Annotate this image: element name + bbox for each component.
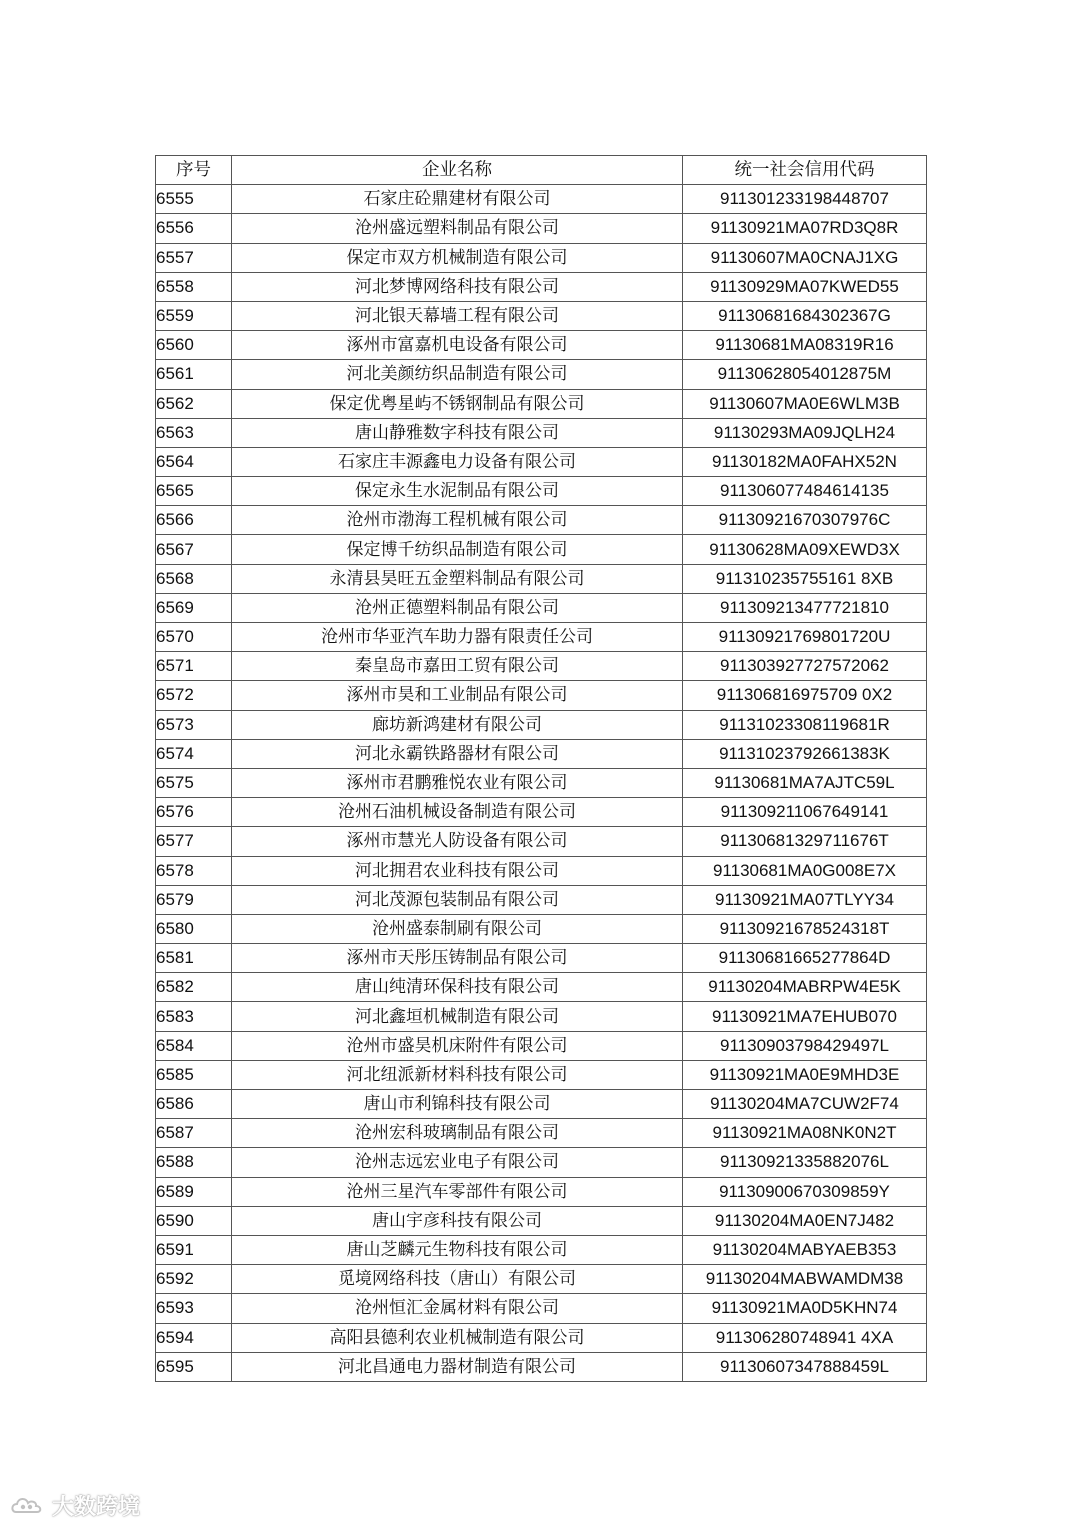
table-row: [156, 535, 927, 564]
table-row: [156, 798, 927, 827]
row-credit-code: 91131023308119681R: [683, 710, 927, 739]
row-serial-number: 6591: [156, 1235, 232, 1264]
table-row: [156, 447, 927, 476]
row-serial-number: 6576: [156, 798, 232, 827]
table-row: [156, 331, 927, 360]
table-row: [156, 652, 927, 681]
row-credit-code: 91130903798429497L: [683, 1031, 927, 1060]
row-serial-number: 6567: [156, 535, 232, 564]
row-company-name: 沧州恒汇金属材料有限公司: [232, 1294, 683, 1323]
row-serial-number: 6572: [156, 681, 232, 710]
watermark: [10, 1490, 140, 1521]
row-serial-number: 6573: [156, 710, 232, 739]
row-serial-number: 6582: [156, 973, 232, 1002]
row-serial-number: 6578: [156, 856, 232, 885]
row-credit-code: 91130182MA0FAHX52N: [683, 447, 927, 476]
table-row: [156, 827, 927, 856]
table-row: [156, 1323, 927, 1352]
table-row: [156, 389, 927, 418]
row-company-name: 涿州市天彤压铸制品有限公司: [232, 944, 683, 973]
row-serial-number: 6574: [156, 739, 232, 768]
table-row: [156, 768, 927, 797]
row-serial-number: 6565: [156, 477, 232, 506]
row-company-name: 涿州市慧光人防设备有限公司: [232, 827, 683, 856]
row-serial-number: 6559: [156, 301, 232, 330]
row-serial-number: 6563: [156, 418, 232, 447]
row-company-name: 河北拥君农业科技有限公司: [232, 856, 683, 885]
table-row: [156, 710, 927, 739]
table-row: [156, 243, 927, 272]
row-credit-code: 91130921MA0D5KHN74: [683, 1294, 927, 1323]
row-company-name: 沧州正德塑料制品有限公司: [232, 593, 683, 622]
row-serial-number: 6588: [156, 1148, 232, 1177]
row-company-name: 石家庄砼鼎建材有限公司: [232, 185, 683, 214]
table-row: [156, 1177, 927, 1206]
table-row: [156, 1090, 927, 1119]
row-serial-number: 6577: [156, 827, 232, 856]
row-serial-number: 6557: [156, 243, 232, 272]
row-serial-number: 6594: [156, 1323, 232, 1352]
table-row: [156, 1294, 927, 1323]
table-row: [156, 272, 927, 301]
row-serial-number: 6571: [156, 652, 232, 681]
row-serial-number: 6560: [156, 331, 232, 360]
table-row: [156, 506, 927, 535]
table-row: [156, 1235, 927, 1264]
row-company-name: 唐山市利锦科技有限公司: [232, 1090, 683, 1119]
row-credit-code: 91130681MA7AJTC59L: [683, 768, 927, 797]
row-serial-number: 6568: [156, 564, 232, 593]
table-row: [156, 593, 927, 622]
row-credit-code: 91130921769801720U: [683, 623, 927, 652]
row-serial-number: 6589: [156, 1177, 232, 1206]
row-serial-number: 6562: [156, 389, 232, 418]
row-company-name: 唐山宇彦科技有限公司: [232, 1206, 683, 1235]
row-serial-number: 6586: [156, 1090, 232, 1119]
row-credit-code: 91130204MABWAMDM38: [683, 1265, 927, 1294]
row-company-name: 永清县昊旺五金塑料制品有限公司: [232, 564, 683, 593]
table-row: [156, 360, 927, 389]
table-row: [156, 477, 927, 506]
table-row: [156, 944, 927, 973]
row-credit-code: 911309213477721810: [683, 593, 927, 622]
row-company-name: 沧州志远宏业电子有限公司: [232, 1148, 683, 1177]
row-company-name: 河北永霸铁路器材有限公司: [232, 739, 683, 768]
row-credit-code: 91130921MA7EHUB070: [683, 1002, 927, 1031]
row-credit-code: 911301233198448707: [683, 185, 927, 214]
table-row: [156, 856, 927, 885]
row-company-name: 沧州市渤海工程机械有限公司: [232, 506, 683, 535]
table-row: [156, 301, 927, 330]
row-company-name: 河北纽派新材料科技有限公司: [232, 1060, 683, 1089]
row-company-name: 保定市双方机械制造有限公司: [232, 243, 683, 272]
table-row: [156, 1031, 927, 1060]
row-credit-code: 911310235755161 8XB: [683, 564, 927, 593]
table-row: [156, 681, 927, 710]
table-row: [156, 1148, 927, 1177]
table-row: [156, 623, 927, 652]
table-row: [156, 973, 927, 1002]
row-serial-number: 6581: [156, 944, 232, 973]
row-credit-code: 91130204MA7CUW2F74: [683, 1090, 927, 1119]
table-row: [156, 1002, 927, 1031]
row-credit-code: 91130204MA0EN7J482: [683, 1206, 927, 1235]
row-company-name: 秦皇岛市嘉田工贸有限公司: [232, 652, 683, 681]
row-company-name: 沧州三星汽车零部件有限公司: [232, 1177, 683, 1206]
row-credit-code: 91130293MA09JQLH24: [683, 418, 927, 447]
row-company-name: 沧州盛泰制刷有限公司: [232, 914, 683, 943]
row-credit-code: 911306280748941 4XA: [683, 1323, 927, 1352]
row-credit-code: 91130204MABYAEB353: [683, 1235, 927, 1264]
row-credit-code: 91130921MA07TLYY34: [683, 885, 927, 914]
row-serial-number: 6580: [156, 914, 232, 943]
row-serial-number: 6570: [156, 623, 232, 652]
cloud-logo-icon: [10, 1494, 48, 1518]
row-company-name: 沧州石油机械设备制造有限公司: [232, 798, 683, 827]
table-row: [156, 185, 927, 214]
table-row: [156, 1206, 927, 1235]
row-credit-code: 91130921MA08NK0N2T: [683, 1119, 927, 1148]
row-credit-code: 91130921MA07RD3Q8R: [683, 214, 927, 243]
row-credit-code: 911303927727572062: [683, 652, 927, 681]
row-credit-code: 91130900670309859Y: [683, 1177, 927, 1206]
row-serial-number: 6564: [156, 447, 232, 476]
row-serial-number: 6561: [156, 360, 232, 389]
row-credit-code: 91130921678524318T: [683, 914, 927, 943]
row-serial-number: 6585: [156, 1060, 232, 1089]
row-credit-code: 91130921670307976C: [683, 506, 927, 535]
row-company-name: 河北银天幕墙工程有限公司: [232, 301, 683, 330]
row-company-name: 沧州市盛昊机床附件有限公司: [232, 1031, 683, 1060]
row-credit-code: 911309211067649141: [683, 798, 927, 827]
table-row: [156, 564, 927, 593]
row-credit-code: 91130607347888459L: [683, 1352, 927, 1381]
row-company-name: 保定优粤星屿不锈钢制品有限公司: [232, 389, 683, 418]
row-company-name: 河北鑫垣机械制造有限公司: [232, 1002, 683, 1031]
row-company-name: 涿州市君鹏雅悦农业有限公司: [232, 768, 683, 797]
row-company-name: 河北茂源包装制品有限公司: [232, 885, 683, 914]
table-row: [156, 914, 927, 943]
header-company-name: 企业名称: [232, 156, 683, 185]
row-company-name: 河北美颜纺织品制造有限公司: [232, 360, 683, 389]
row-serial-number: 6583: [156, 1002, 232, 1031]
row-credit-code: 91130681684302367G: [683, 301, 927, 330]
row-credit-code: 91131023792661383K: [683, 739, 927, 768]
row-credit-code: 91130921335882076L: [683, 1148, 927, 1177]
table-row: [156, 885, 927, 914]
row-company-name: 沧州盛远塑料制品有限公司: [232, 214, 683, 243]
table-row: [156, 1060, 927, 1089]
row-company-name: 涿州市昊和工业制品有限公司: [232, 681, 683, 710]
row-credit-code: 91130681MA08319R16: [683, 331, 927, 360]
table-row: [156, 418, 927, 447]
row-credit-code: 91130929MA07KWED55: [683, 272, 927, 301]
row-credit-code: 91130628054012875M: [683, 360, 927, 389]
row-serial-number: 6569: [156, 593, 232, 622]
row-serial-number: 6590: [156, 1206, 232, 1235]
row-company-name: 石家庄丰源鑫电力设备有限公司: [232, 447, 683, 476]
header-serial-number: 序号: [156, 156, 232, 185]
table-row: [156, 1119, 927, 1148]
row-serial-number: 6584: [156, 1031, 232, 1060]
row-credit-code: 911306816975709 0X2: [683, 681, 927, 710]
row-company-name: 保定博千纺织品制造有限公司: [232, 535, 683, 564]
row-credit-code: 91130681MA0G008E7X: [683, 856, 927, 885]
row-serial-number: 6575: [156, 768, 232, 797]
row-company-name: 河北梦博网络科技有限公司: [232, 272, 683, 301]
company-registry-table: [155, 155, 927, 1382]
row-company-name: 唐山芝麟元生物科技有限公司: [232, 1235, 683, 1264]
row-company-name: 觅境网络科技（唐山）有限公司: [232, 1265, 683, 1294]
row-serial-number: 6587: [156, 1119, 232, 1148]
table-row: [156, 214, 927, 243]
table-row: [156, 1352, 927, 1381]
row-serial-number: 6558: [156, 272, 232, 301]
row-credit-code: 91130607MA0CNAJ1XG: [683, 243, 927, 272]
table-row: [156, 739, 927, 768]
row-company-name: 高阳县德利农业机械制造有限公司: [232, 1323, 683, 1352]
row-serial-number: 6566: [156, 506, 232, 535]
row-serial-number: 6556: [156, 214, 232, 243]
row-company-name: 河北昌通电力器材制造有限公司: [232, 1352, 683, 1381]
row-credit-code: 91130204MABRPW4E5K: [683, 973, 927, 1002]
row-company-name: 保定永生水泥制品有限公司: [232, 477, 683, 506]
row-credit-code: 91130681665277864D: [683, 944, 927, 973]
watermark-text: 大数跨境: [52, 1495, 141, 1520]
row-credit-code: 91130921MA0E9MHD3E: [683, 1060, 927, 1089]
row-credit-code: 91130607MA0E6WLM3B: [683, 389, 927, 418]
row-serial-number: 6555: [156, 185, 232, 214]
header-credit-code: 统一社会信用代码: [683, 156, 927, 185]
table-header-row: [156, 156, 927, 185]
row-serial-number: 6592: [156, 1265, 232, 1294]
row-company-name: 沧州市华亚汽车助力器有限责任公司: [232, 623, 683, 652]
row-company-name: 涿州市富嘉机电设备有限公司: [232, 331, 683, 360]
row-credit-code: 91130628MA09XEWD3X: [683, 535, 927, 564]
table-row: [156, 1265, 927, 1294]
row-company-name: 唐山静雅数字科技有限公司: [232, 418, 683, 447]
row-company-name: 唐山纯清环保科技有限公司: [232, 973, 683, 1002]
row-company-name: 廊坊新鸿建材有限公司: [232, 710, 683, 739]
row-credit-code: 911306077484614135: [683, 477, 927, 506]
table-body: [156, 185, 927, 1382]
row-credit-code: 91130681329711676T: [683, 827, 927, 856]
row-serial-number: 6593: [156, 1294, 232, 1323]
row-serial-number: 6595: [156, 1352, 232, 1381]
row-company-name: 沧州宏科玻璃制品有限公司: [232, 1119, 683, 1148]
row-serial-number: 6579: [156, 885, 232, 914]
